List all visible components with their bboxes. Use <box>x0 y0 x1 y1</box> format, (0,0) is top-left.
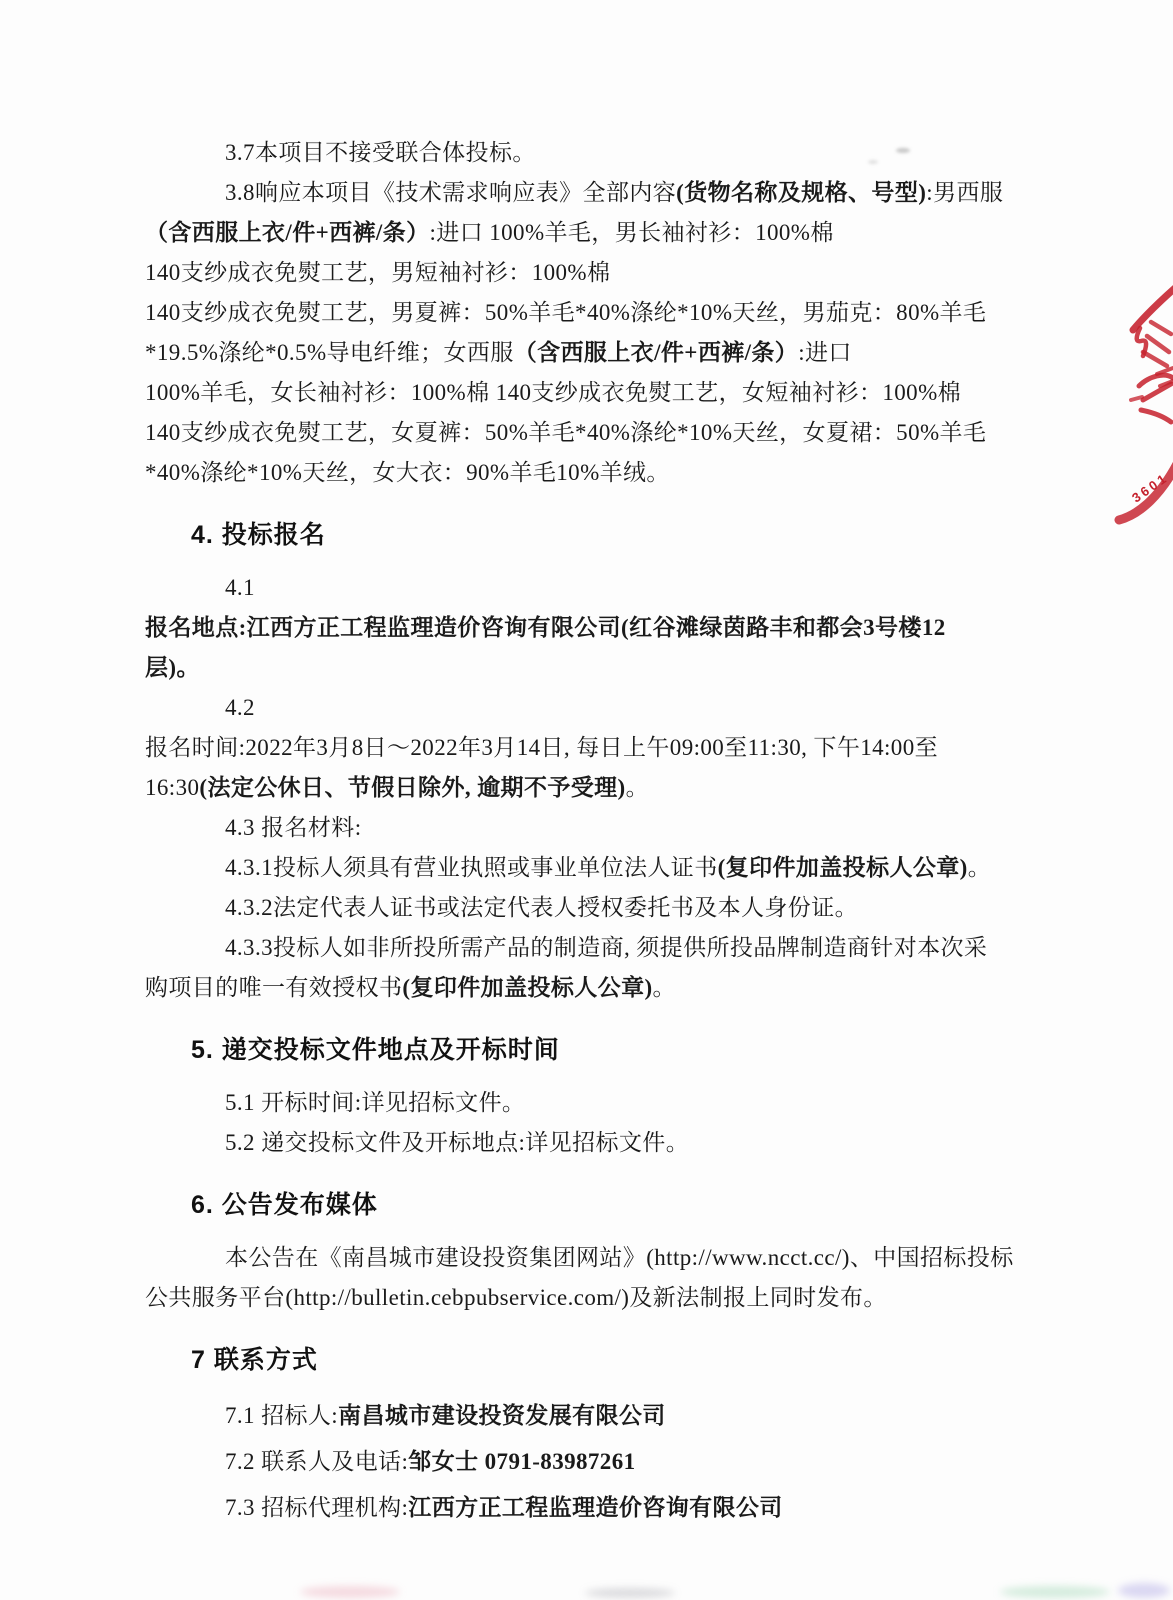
text-line <box>145 213 1035 253</box>
text-run: 7.2 联系人及电话: <box>225 1449 409 1474</box>
text-line <box>145 568 1035 608</box>
bold-text-run: 南昌城市建设投资发展有限公司 <box>338 1403 666 1428</box>
text-line <box>145 1123 1035 1163</box>
text-line <box>145 1485 1035 1531</box>
text-line <box>145 173 1035 213</box>
seal-rim-arc <box>1119 464 1173 520</box>
bold-text-run: (法定公休日、节假日除外, 逾期不予受理) <box>199 775 626 800</box>
seal-stroke <box>1137 328 1146 356</box>
text-line <box>145 133 1035 173</box>
text-run: 140支纱成衣免熨工艺，男短袖衬衫：100%棉 <box>145 260 611 285</box>
text-run: 16:30 <box>145 775 200 800</box>
scan-smudge <box>300 1586 400 1598</box>
text-line <box>145 1238 1035 1278</box>
text-line <box>145 1083 1035 1123</box>
text-line <box>145 608 1035 648</box>
text-run: 5. 递交投标文件地点及开标时间 <box>191 1036 560 1064</box>
text-line <box>145 808 1035 848</box>
text-line <box>145 293 1035 333</box>
text-line <box>145 648 1035 688</box>
bold-text-run: （含西服上衣/件+西裤/条） <box>145 220 430 245</box>
text-line <box>145 768 1035 808</box>
text-line <box>145 848 1035 888</box>
seal-stroke <box>1139 375 1173 422</box>
text-line <box>145 728 1035 768</box>
official-seal-graphic <box>1083 268 1173 538</box>
text-run: 。 <box>625 775 650 800</box>
text-line <box>145 333 1035 373</box>
bold-text-run: 江西方正工程监理造价咨询有限公司 <box>408 1495 783 1520</box>
seal-stroke <box>1157 368 1173 386</box>
text-run: 3.8响应本项目《技术需求响应表》全部内容 <box>225 180 677 205</box>
section-heading <box>145 1340 1035 1380</box>
text-line <box>145 413 1035 453</box>
official-seal <box>1083 268 1173 538</box>
text-run: 4.3.3投标人如非所投所需产品的制造商, 须提供所投品牌制造商针对本次采 <box>225 935 988 960</box>
document-body <box>145 133 1035 1531</box>
text-run: 5.2 递交投标文件及开标地点:详见招标文件。 <box>225 1130 690 1155</box>
bold-text-run: 报名地点:江西方正工程监理造价咨询有限公司(红谷滩绿茵路丰和都会3号楼12 <box>145 615 946 640</box>
text-run: 4.1 <box>225 575 255 600</box>
text-line <box>145 1393 1035 1439</box>
text-run: 5.1 开标时间:详见招标文件。 <box>225 1090 526 1115</box>
text-run: 4.3.2法定代表人证书或法定代表人授权委托书及本人身份证。 <box>225 895 858 920</box>
seal-stroke <box>1131 397 1142 400</box>
bold-text-run: 层)。 <box>145 655 200 680</box>
text-line <box>145 688 1035 728</box>
text-run: 。 <box>967 855 992 880</box>
text-line <box>145 373 1035 413</box>
seal-serial-number: 3601 <box>1129 469 1172 506</box>
section-heading <box>145 515 1035 555</box>
text-line <box>145 253 1035 293</box>
text-run: 3.7本项目不接受联合体投标。 <box>225 140 536 165</box>
section-heading <box>145 1030 1035 1070</box>
text-run: *19.5%涤纶*0.5%导电纤维；女西服 <box>145 340 514 365</box>
text-run: 购项目的唯一有效授权书 <box>145 975 403 1000</box>
text-line <box>145 453 1035 493</box>
text-line <box>145 1439 1035 1485</box>
text-run: 6. 公告发布媒体 <box>191 1191 378 1219</box>
text-run: :男西服 <box>926 180 1004 205</box>
text-run: 7.1 招标人: <box>225 1403 339 1428</box>
bold-text-run: （含西服上衣/件+西裤/条） <box>513 340 799 365</box>
text-run: 140支纱成衣免熨工艺，男夏裤：50%羊毛*40%涤纶*10%天丝，男茄克：80%羊毛 <box>145 300 987 325</box>
text-run: 4.3.1投标人须具有营业执照或事业单位法人证书 <box>225 855 718 880</box>
scan-smudge <box>585 1588 675 1598</box>
bold-text-run: (复印件加盖投标人公章) <box>402 975 653 1000</box>
text-run: 。 <box>652 975 676 1000</box>
text-run: 100%羊毛，女长袖衬衫：100%棉 140支纱成衣免熨工艺，女短袖衬衫：100%棉 <box>145 380 962 405</box>
text-run: *40%涤纶*10%天丝，女大衣：90%羊毛10%羊绒。 <box>145 460 670 485</box>
scan-smudge <box>1000 1586 1110 1598</box>
text-line <box>145 928 1035 968</box>
text-run: 4.2 <box>225 695 255 720</box>
text-run: 公共服务平台(http://bulletin.cebpubservice.com/)及新法制报上同时发布。 <box>145 1285 887 1310</box>
section-heading <box>145 1185 1035 1225</box>
text-line <box>145 888 1035 928</box>
text-line <box>145 1278 1035 1318</box>
text-line <box>145 968 1035 1008</box>
text-run: :进口 <box>798 340 852 365</box>
text-run: 140支纱成衣免熨工艺，女夏裤：50%羊毛*40%涤纶*10%天丝，女夏裙：50%羊毛 <box>145 420 987 445</box>
bold-text-run: (货物名称及规格、号型) <box>676 180 927 205</box>
text-run: 本公告在《南昌城市建设投资集团网站》(http://www.ncct.cc/)、中国招标投标 <box>225 1245 1014 1270</box>
text-run: 7 联系方式 <box>191 1346 318 1374</box>
bold-text-run: (复印件加盖投标人公章) <box>717 855 968 880</box>
text-run: 4. 投标报名 <box>191 521 326 549</box>
bold-text-run: 邹女士 0791-83987261 <box>408 1449 636 1474</box>
text-run: :进口 100%羊毛，男长袖衬衫：100%棉 <box>429 220 834 245</box>
text-run: 4.3 报名材料: <box>225 815 362 840</box>
text-run: 报名时间:2022年3月8日～2022年3月14日, 每日上午09:00至11:30, 下午14:00至 <box>145 735 939 760</box>
seal-stroke <box>1143 322 1171 366</box>
text-run: 7.3 招标代理机构: <box>225 1495 409 1520</box>
seal-stroke <box>1133 288 1173 330</box>
scan-smudge <box>1118 1583 1170 1598</box>
